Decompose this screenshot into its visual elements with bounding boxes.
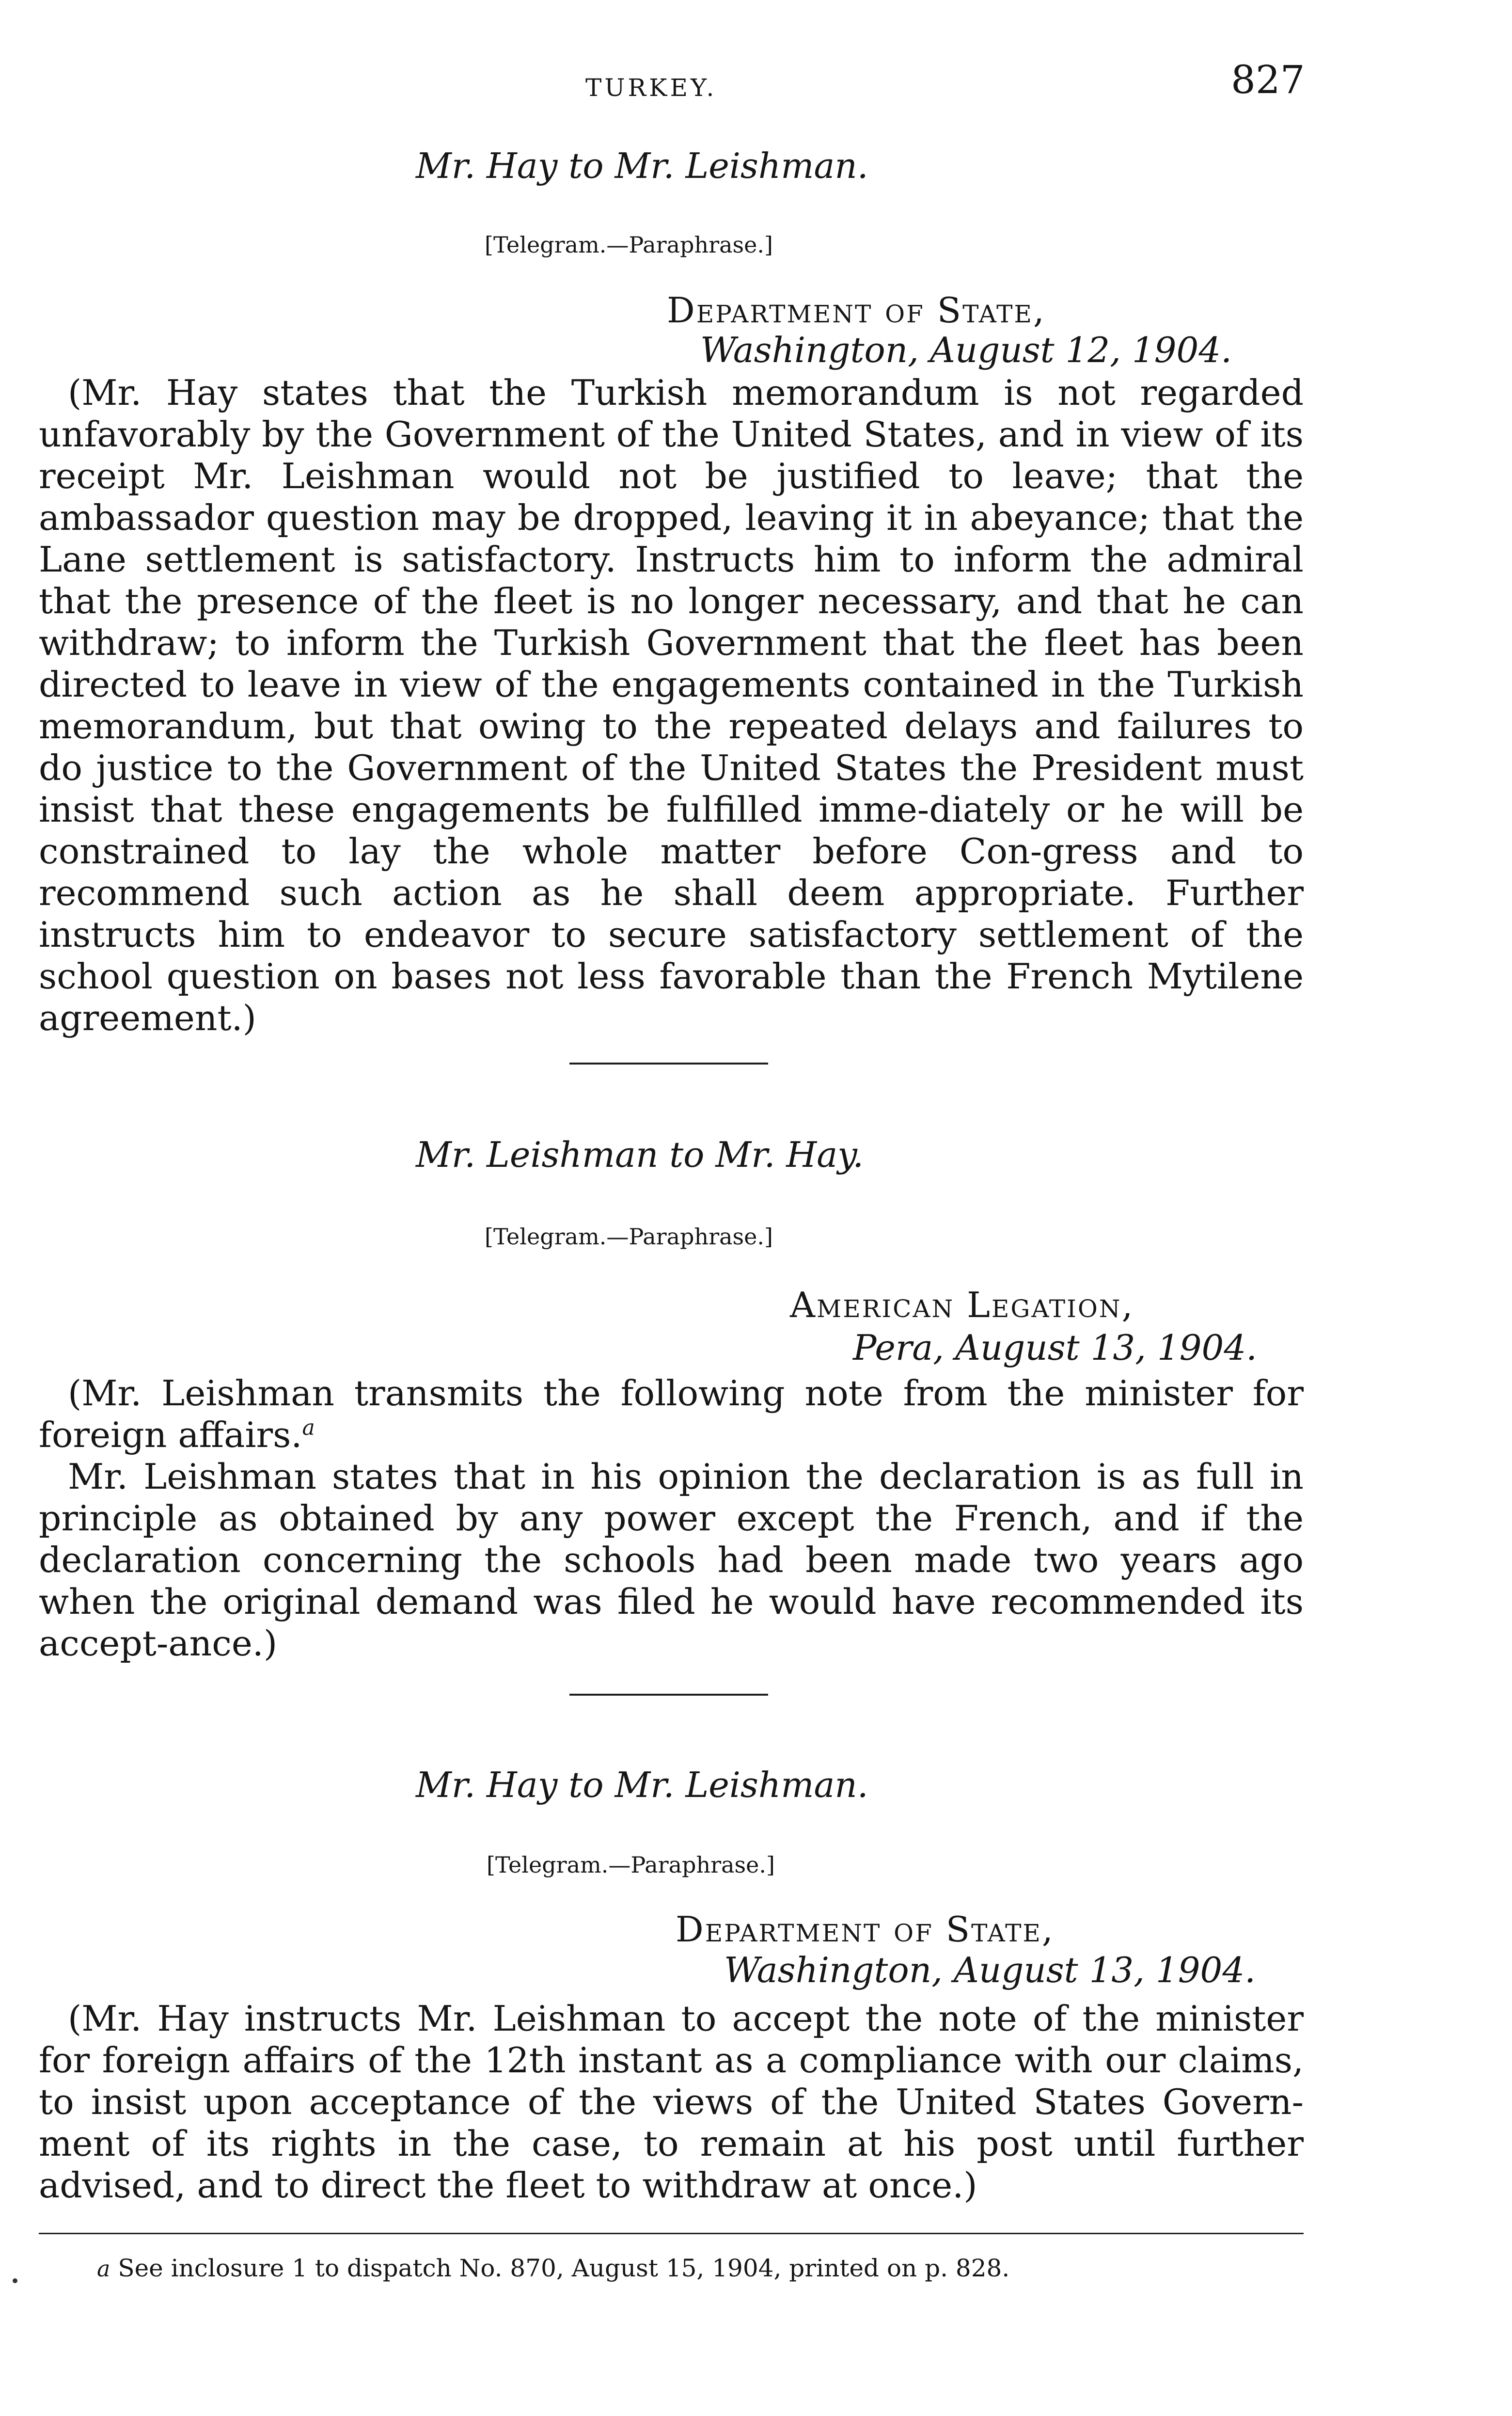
footnote-reference: a bbox=[302, 1415, 315, 1440]
footnote-rule bbox=[39, 2233, 1304, 2234]
section-1-heading: Mr. Hay to Mr. Leishman. bbox=[416, 145, 868, 186]
footnote-text: See inclosure 1 to dispatch No. 870, August 15, 1904, printed on p. 828. bbox=[118, 2254, 1010, 2282]
section-3-paragraph: (Mr. Hay instructs Mr. Leishman to accept the note of the minister for foreign affairs of the 12th instant as a compliance with our claims, to insist upon acceptance of the views of the United States Govern-ment of its rights in the case, to remain at his post until further advised, and to direct the fleet to withdraw at once.) bbox=[39, 1999, 1304, 2206]
section-2-dateline: Pera, August 13, 1904. bbox=[853, 1327, 1258, 1368]
footnote bbox=[97, 2254, 1009, 2282]
section-2-paragraph-2: Mr. Leishman states that in his opinion the declaration is as full in principle as obtained by any power except the French, and if the declaration concerning the schools had been made two years ago when the original demand was filed he would have recommended its accept-ance.) bbox=[39, 1457, 1304, 1664]
section-1-telegram-note: [Telegram.—Paraphrase.] bbox=[485, 232, 773, 258]
section-1-body bbox=[39, 372, 1304, 1039]
footnote-marker: a bbox=[97, 2256, 110, 2282]
section-3-place: Department of State, bbox=[676, 1909, 1055, 1950]
section-2-heading: Mr. Leishman to Mr. Hay. bbox=[416, 1134, 864, 1175]
section-2-body bbox=[39, 1373, 1304, 1665]
section-2-telegram-note: [Telegram.—Paraphrase.] bbox=[485, 1224, 773, 1250]
section-2-paragraph-1-text: (Mr. Leishman transmits the following note from the minister for foreign affairs. bbox=[39, 1373, 1304, 1456]
running-head: TURKEY. bbox=[585, 74, 717, 102]
section-3-heading: Mr. Hay to Mr. Leishman. bbox=[416, 1764, 868, 1805]
section-3-dateline: Washington, August 13, 1904. bbox=[724, 1950, 1256, 1990]
section-3-telegram-note: [Telegram.—Paraphrase.] bbox=[487, 1852, 775, 1878]
section-2-paragraph-1 bbox=[39, 1373, 1304, 1456]
margin-speck bbox=[13, 2278, 17, 2283]
section-1-dateline: Washington, August 12, 1904. bbox=[700, 330, 1232, 370]
section-2-place: American Legation, bbox=[790, 1285, 1134, 1325]
section-divider-1 bbox=[569, 1063, 768, 1065]
section-1-place: Department of State, bbox=[667, 290, 1046, 331]
section-1-paragraph: (Mr. Hay states that the Turkish memorandum is not regarded unfavorably by the Government of the United States, and in view of its receipt Mr. Leishman would not be justified to leave; that the ambassador question may be dropped, leaving it in abeyance; that the Lane settlement is satisfactory. Instructs him to inform the admiral that the presence of the fleet is no longer necessary, and that he can withdraw; to inform the Turkish Government that the fleet has been directed to leave in view of the engagements contained in the Turkish memorandum, but that owing to the repeated delays and failures to do justice to the Government of the United States the President must insist that these engagements be fulfilled imme-diately or he will be constrained to lay the whole matter before Con-gress and to recommend such action as he shall deem appropriate. Further instructs him to endeavor to secure satisfactory settlement of the school question on bases not less favorable than the French Mytilene agreement.) bbox=[39, 373, 1304, 1039]
section-3-body bbox=[39, 1998, 1304, 2207]
section-divider-2 bbox=[569, 1694, 768, 1696]
page-number: 827 bbox=[1231, 57, 1305, 102]
